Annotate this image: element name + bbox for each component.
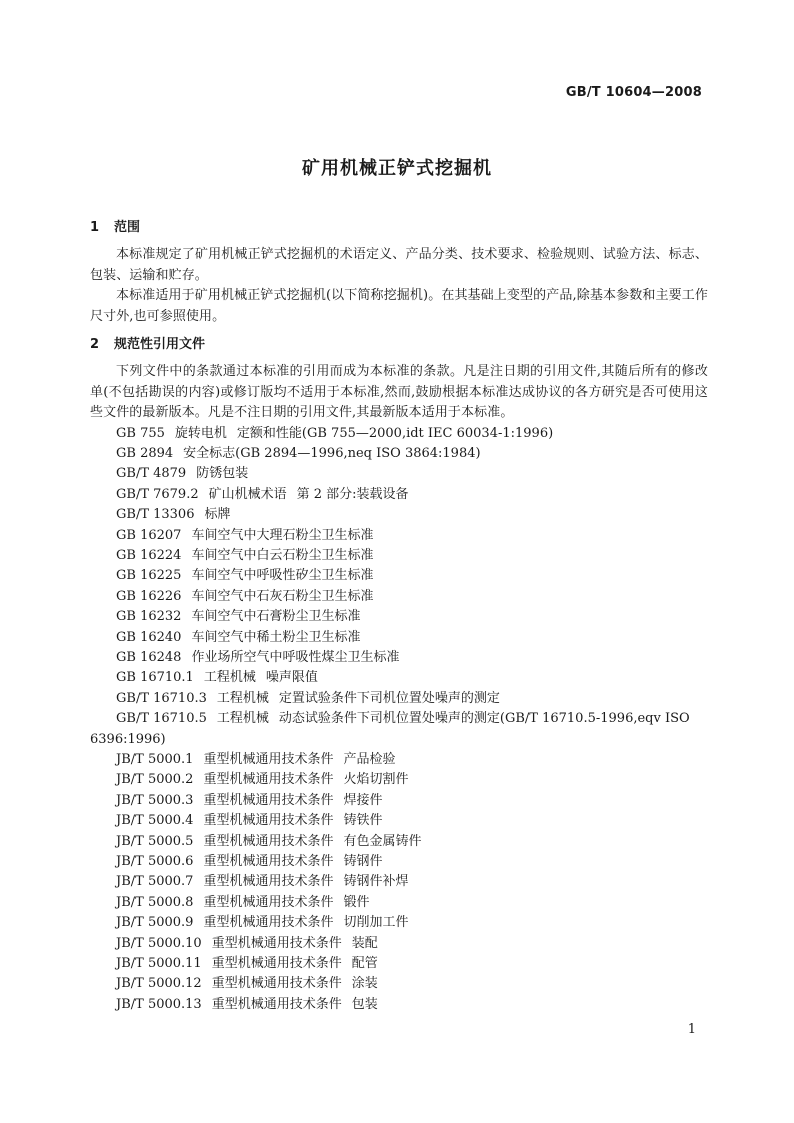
- reference-code: JB/T 5000.1: [116, 752, 194, 767]
- reference-subtitle: 火焰切割件: [343, 772, 409, 788]
- reference-item: [90, 607, 708, 627]
- reference-code: GB/T 13306: [116, 507, 195, 523]
- reference-item: [90, 893, 708, 913]
- reference-code: JB/T 5000.13: [116, 996, 202, 1012]
- reference-title: 工程机械: [216, 690, 269, 706]
- reference-title: 重型机械通用技术条件: [211, 996, 342, 1012]
- reference-code: GB 16232: [116, 609, 182, 625]
- reference-subtitle: 铸铁件: [343, 813, 383, 829]
- reference-code: JB/T 5000.9: [116, 915, 194, 931]
- reference-title: 工程机械: [216, 711, 269, 727]
- reference-code: GB/T 16710.3: [116, 690, 207, 706]
- reference-code: GB 2894: [116, 445, 174, 461]
- reference-title: 车间空气中白云石粉尘卫生标准: [191, 547, 374, 563]
- paragraph: 下列文件中的条款通过本标准的引用而成为本标准的条款。凡是注日期的引用文件,其随后所有的修改单(不包括勘误的内容)或修订版均不适用于本标准,然而,鼓励根据本标准达成协议的各方研究是否可使用这些文件的最新版本。凡是不注日期的引用文件,其最新版本适用于本标准。: [90, 364, 708, 420]
- reference-list: [90, 424, 708, 1016]
- document-body: [90, 218, 708, 1015]
- section-heading: [90, 218, 708, 238]
- section-title: 范围: [114, 220, 141, 235]
- reference-item: [90, 628, 708, 648]
- reference-subtitle: 定额和性能(GB 755—2000,idt IEC 60034-1:1996): [236, 425, 554, 441]
- reference-title: 旋转电机: [174, 425, 227, 441]
- reference-subtitle: 涂装: [351, 976, 378, 992]
- reference-code: JB/T 5000.5: [116, 833, 194, 849]
- reference-title: 重型机械通用技术条件: [203, 854, 334, 870]
- reference-title: 作业场所空气中呼吸性煤尘卫生标准: [191, 649, 400, 665]
- reference-code: GB/T 4879: [116, 466, 187, 482]
- reference-item: [90, 872, 708, 892]
- reference-subtitle: 切削加工件: [343, 915, 409, 931]
- page-number: 1: [687, 1022, 696, 1037]
- reference-item: [90, 526, 708, 546]
- reference-title: 重型机械通用技术条件: [203, 894, 334, 910]
- reference-item: [90, 485, 708, 505]
- reference-subtitle: 包装: [351, 996, 378, 1012]
- reference-subtitle: 产品检验: [343, 752, 396, 767]
- reference-title: 重型机械通用技术条件: [203, 752, 334, 767]
- reference-code: JB/T 5000.7: [116, 874, 194, 890]
- reference-title: 重型机械通用技术条件: [203, 833, 334, 849]
- reference-code: JB/T 5000.6: [116, 854, 194, 870]
- document-title: 矿用机械正铲式挖掘机: [302, 158, 492, 179]
- reference-item: [90, 791, 708, 811]
- reference-item: [90, 444, 708, 464]
- reference-subtitle: 铸钢件: [343, 854, 383, 870]
- reference-title: 重型机械通用技术条件: [211, 976, 342, 992]
- reference-subtitle: 第 2 部分:装载设备: [296, 486, 409, 502]
- section-scope: [90, 218, 708, 327]
- reference-item: [90, 709, 708, 750]
- reference-item: [90, 587, 708, 607]
- reference-item: [90, 750, 708, 770]
- reference-item: [90, 505, 708, 525]
- paragraph: 本标准规定了矿用机械正铲式挖掘机的术语定义、产品分类、技术要求、检验规则、试验方法、标志、包装、运输和贮存。: [90, 247, 708, 283]
- reference-title: 标牌: [204, 507, 231, 523]
- reference-item: [90, 913, 708, 933]
- reference-code: GB 16240: [116, 629, 182, 645]
- reference-title: 重型机械通用技术条件: [203, 813, 334, 829]
- reference-code: GB 16224: [116, 547, 182, 563]
- reference-title: 重型机械通用技术条件: [203, 792, 334, 808]
- reference-code: GB 16226: [116, 588, 182, 604]
- reference-item: [90, 464, 708, 484]
- standard-code: GB/T 10604—2008: [565, 85, 702, 100]
- paragraph: 本标准适用于矿用机械正铲式挖掘机(以下简称挖掘机)。在其基础上变型的产品,除基本参数和主要工作尺寸外,也可参照使用。: [90, 288, 708, 324]
- reference-item: [90, 424, 708, 444]
- reference-code: GB 16225: [116, 568, 182, 584]
- reference-item: [90, 648, 708, 668]
- reference-subtitle: 装配: [351, 935, 378, 951]
- reference-subtitle: 定置试验条件下司机位置处噪声的测定: [278, 690, 500, 706]
- reference-code: JB/T 5000.8: [116, 894, 194, 910]
- reference-item: [90, 852, 708, 872]
- reference-subtitle: 配管: [351, 956, 378, 972]
- reference-subtitle: 有色金属铸件: [343, 833, 422, 849]
- reference-item: [90, 689, 708, 709]
- reference-title: 重型机械通用技术条件: [211, 956, 342, 972]
- reference-subtitle: 噪声限值: [265, 670, 318, 686]
- reference-item: [90, 668, 708, 688]
- reference-title: 重型机械通用技术条件: [203, 772, 334, 788]
- reference-title: 工程机械: [203, 670, 256, 686]
- reference-title: 车间空气中稀土粉尘卫生标准: [191, 629, 361, 645]
- reference-item: [90, 995, 708, 1015]
- reference-code: JB/T 5000.3: [116, 792, 194, 808]
- section-title: 规范性引用文件: [114, 337, 206, 352]
- reference-title: 安全标志(GB 2894—1996,neq ISO 3864:1984): [183, 445, 481, 461]
- reference-subtitle: 锻件: [343, 894, 370, 910]
- reference-code: JB/T 5000.10: [116, 935, 202, 951]
- reference-subtitle: 动态试验条件下司机位置处噪声的测定(GB/T 16710.5-1996,eqv ISO 6396:1996): [90, 711, 690, 747]
- reference-title: 车间空气中呼吸性矽尘卫生标准: [191, 568, 374, 584]
- reference-title: 矿山机械术语: [208, 486, 287, 502]
- reference-title: 防锈包装: [196, 466, 249, 482]
- reference-code: GB/T 7679.2: [116, 486, 199, 502]
- reference-subtitle: 铸钢件补焊: [343, 874, 409, 890]
- reference-code: GB 16710.1: [116, 670, 194, 686]
- reference-code: JB/T 5000.11: [116, 956, 202, 972]
- reference-code: JB/T 5000.12: [116, 976, 202, 992]
- section-number: 1: [90, 220, 100, 235]
- section-number: 2: [90, 337, 100, 352]
- reference-item: [90, 974, 708, 994]
- reference-subtitle: 焊接件: [343, 792, 383, 808]
- reference-code: JB/T 5000.2: [116, 772, 194, 788]
- section-normative-references: [90, 335, 708, 1015]
- reference-item: [90, 811, 708, 831]
- reference-title: 车间空气中石灰石粉尘卫生标准: [191, 588, 374, 604]
- reference-title: 车间空气中石膏粉尘卫生标准: [191, 609, 361, 625]
- reference-title: 车间空气中大理石粉尘卫生标准: [191, 527, 374, 543]
- reference-item: [90, 546, 708, 566]
- reference-item: [90, 832, 708, 852]
- reference-title: 重型机械通用技术条件: [203, 915, 334, 931]
- reference-code: GB 16207: [116, 527, 182, 543]
- reference-code: GB 16248: [116, 649, 182, 665]
- reference-code: JB/T 5000.4: [116, 813, 194, 829]
- reference-code: GB 755: [116, 425, 165, 441]
- reference-item: [90, 770, 708, 790]
- reference-item: [90, 566, 708, 586]
- reference-item: [90, 934, 708, 954]
- reference-item: [90, 954, 708, 974]
- reference-code: GB/T 16710.5: [116, 711, 207, 727]
- reference-title: 重型机械通用技术条件: [211, 935, 342, 951]
- reference-title: 重型机械通用技术条件: [203, 874, 334, 890]
- section-heading: [90, 335, 708, 355]
